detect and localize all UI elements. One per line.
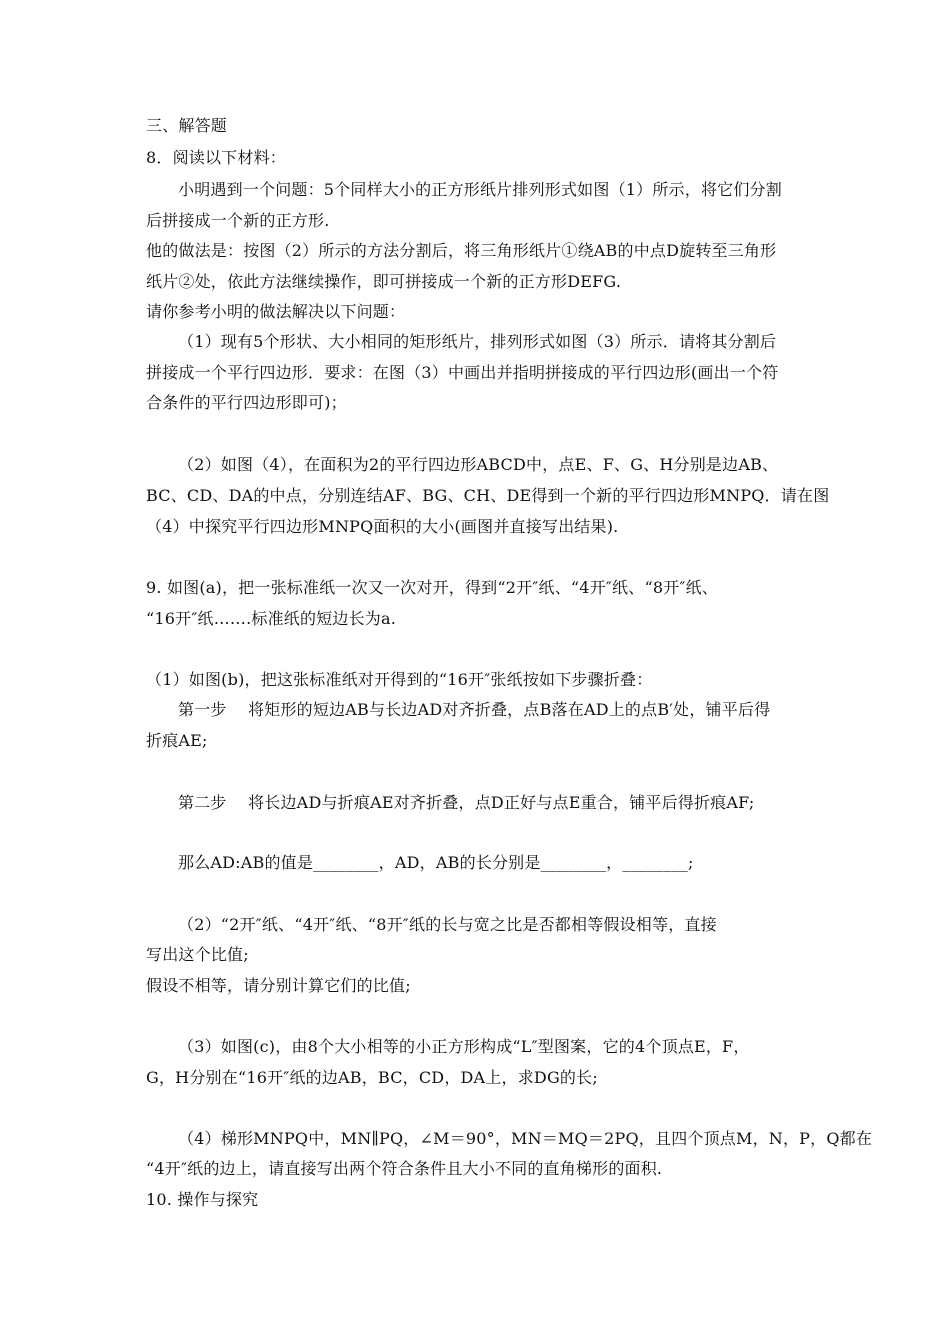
q8-intro-line-1: 小明遇到一个问题：5个同样大小的正方形纸片排列形式如图（1）所示，将它们分割 <box>178 180 782 199</box>
q8-method-line-1: 他的做法是：按图（2）所示的方法分割后，将三角形纸片①绕AB的中点D旋转至三角形 <box>146 241 777 260</box>
q10-title: 10. 操作与探究 <box>146 1190 259 1209</box>
q9-step1-line-1: 第一步 将矩形的短边AB与长边AD对齐折叠，点B落在AD上的点B′处，铺平后得 <box>178 700 771 719</box>
q9-intro-line-2: “16开″纸…….标准纸的短边长为a. <box>146 609 397 628</box>
q8-part1-line-2: 拼接成一个平行四边形．要求：在图（3）中画出并指明拼接成的平行四边形(画出一个符 <box>146 363 779 382</box>
q9-part1-line-1: （1）如图(b)，把这张标准纸对开得到的“16开″张纸按如下步骤折叠： <box>146 670 653 689</box>
q8-request: 请你参考小明的做法解决以下问题： <box>146 302 406 321</box>
q9-part4-line-2: “4开″纸的边上，请直接写出两个符合条件且大小不同的直角梯形的面积. <box>146 1159 663 1178</box>
q9-blank-line: 那么AD:AB的值是________，AD，AB的长分别是________，________; <box>178 853 694 872</box>
q8-title: 8．阅读以下材料： <box>146 148 286 167</box>
q8-part1-line-1: （1）现有5个形状、大小相同的矩形纸片，排列形式如图（3）所示．请将其分割后 <box>178 332 777 351</box>
q9-part4-line-1: （4）梯形MNPQ中，MN∥PQ，∠M＝90°，MN＝MQ＝2PQ，且四个顶点M，N，P，Q都在 <box>178 1129 873 1148</box>
q9-part2-line-3: 假设不相等，请分别计算它们的比值; <box>146 976 411 995</box>
q9-part3-line-2: G，H分别在“16开″纸的边AB，BC，CD，DA上，求DG的长; <box>146 1068 598 1087</box>
q8-part2-line-1: （2）如图（4），在面积为2的平行四边形ABCD中，点E、F、G、H分别是边AB、 <box>178 455 779 474</box>
q8-part2-line-2: BC、CD、DA的中点，分别连结AF、BG、CH、DE得到一个新的平行四边形MNPQ．请在图 <box>146 486 830 505</box>
q8-part1-line-3: 合条件的平行四边形即可)； <box>146 393 347 412</box>
q9-part2-line-1: （2）“2开″纸、“4开″纸、“8开″纸的长与宽之比是否都相等假设相等，直接 <box>178 915 717 934</box>
q9-intro-line-1: 9. 如图(a)，把一张标准纸一次又一次对开，得到“2开″纸、“4开″纸、“8开″纸、 <box>146 578 718 597</box>
q9-step1-line-2: 折痕AE; <box>146 731 208 750</box>
q8-part2-line-3: （4）中探究平行四边形MNPQ面积的大小(画图并直接写出结果). <box>146 517 619 536</box>
q8-intro-line-2: 后拼接成一个新的正方形. <box>146 211 330 230</box>
section-title: 三、解答题 <box>146 116 228 135</box>
q9-step2: 第二步 将长边AD与折痕AE对齐折叠，点D正好与点E重合，铺平后得折痕AF; <box>178 793 755 812</box>
q9-part2-line-2: 写出这个比值; <box>146 945 249 964</box>
q8-method-line-2: 纸片②处，依此方法继续操作，即可拼接成一个新的正方形DEFG. <box>146 272 622 291</box>
q9-part3-line-1: （3）如图(c)，由8个大小相等的小正方形构成“L″型图案，它的4个顶点E，F， <box>178 1037 750 1056</box>
